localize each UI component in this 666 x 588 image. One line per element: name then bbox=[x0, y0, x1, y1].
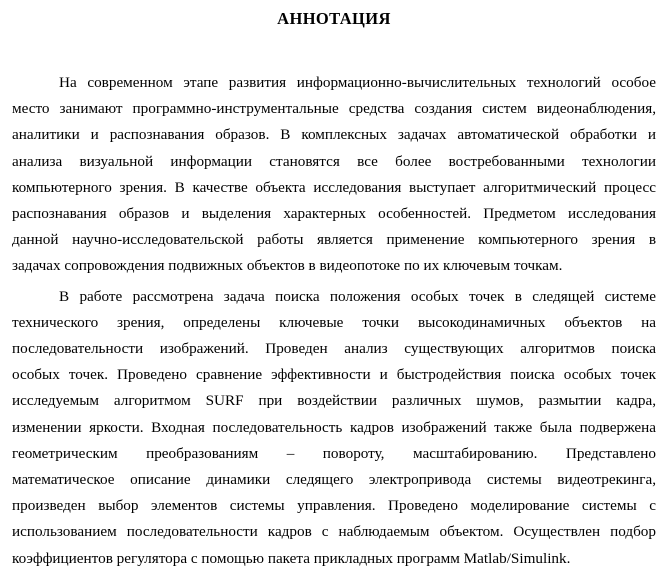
text-line: использованием последовательности кадров с наблюдаемым объектом. Осуществлен подбор bbox=[12, 523, 656, 541]
text-line: изменении яркости. Входная последовательность кадров изображений также была подвержена bbox=[12, 418, 656, 436]
text-line: место занимают программно-инструментальные средства создания систем видеонаблюдения, bbox=[12, 100, 656, 118]
paragraph-2 bbox=[12, 284, 656, 572]
text-line: особых точек. Проведено сравнение эффективности и быстродействия поиска особых точек bbox=[12, 366, 656, 384]
text-line: коэффициентов регулятора с помощью пакета прикладных программ Matlab/Simulink. bbox=[12, 549, 571, 567]
text-line: анализа визуальной информации становятся все более востребованными технологии bbox=[12, 152, 656, 170]
text-line: произведен выбор элементов системы управления. Проведено моделирование системы с bbox=[12, 497, 656, 515]
text-line: аналитики и распознавания образов. В комплексных задачах автоматической обработки и bbox=[12, 126, 656, 144]
text-line: задачах сопровождения подвижных объектов в видеопотоке по их ключевым точкам. bbox=[12, 257, 563, 275]
text-line: В работе рассмотрена задача поиска положения особых точек в следящей системе bbox=[59, 287, 656, 305]
text-line: На современном этапе развития информационно-вычислительных технологий особое bbox=[59, 74, 656, 91]
document-page bbox=[12, 0, 656, 572]
text-line: данной научно-исследовательской работы является применение компьютерного зрения в bbox=[12, 231, 656, 249]
text-line: исследуемым алгоритмом SURF при воздействии различных шумов, размытии кадра, bbox=[12, 392, 656, 410]
text-line: последовательности изображений. Проведен анализ существующих алгоритмов поиска bbox=[12, 340, 656, 358]
text-line: геометрическим преобразованиям – повороту, масштабированию. Представлено bbox=[12, 444, 656, 462]
text-line: распознавания образов и выделения характерных особенностей. Предметом исследования bbox=[12, 205, 656, 223]
text-line: математическое описание динамики следящего электропривода системы видеотрекинга, bbox=[12, 471, 656, 489]
text-line: технического зрения, определены ключевые точки высокодинамичных объектов на bbox=[12, 313, 656, 331]
page-title: АННОТАЦИЯ bbox=[277, 9, 391, 28]
paragraph-1 bbox=[12, 70, 656, 280]
text-line: компьютерного зрения. В качестве объекта исследования выступает алгоритмический процесс bbox=[12, 178, 656, 196]
